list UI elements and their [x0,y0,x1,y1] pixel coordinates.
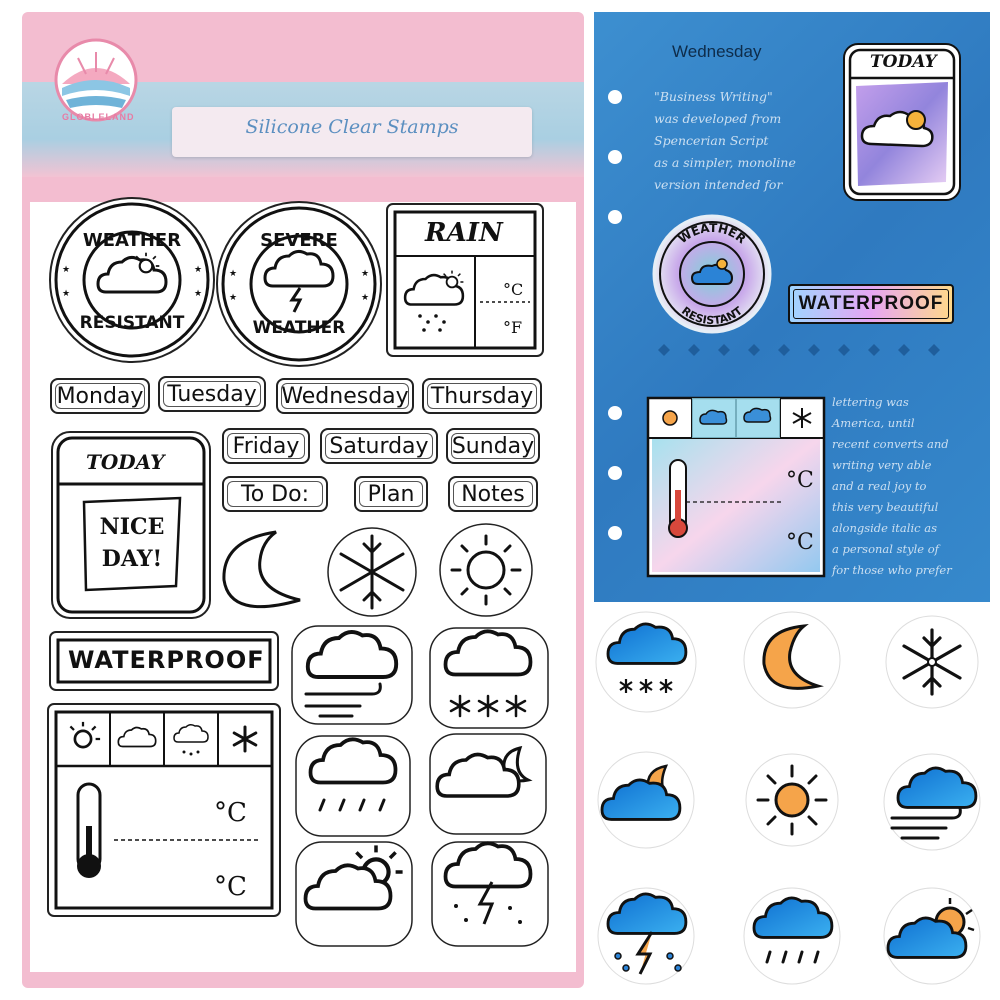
script-line: Spencerian Script [654,133,769,148]
script-line: version intended for [654,177,783,192]
word-stamp-label: Wednesday [281,383,409,409]
script-line: for those who prefer [832,563,952,577]
svg-text:★: ★ [62,288,71,298]
journal-unit-top: °C [786,468,814,493]
rain-unit-c: °C [503,280,524,299]
sticker-cloud-moon [598,752,694,848]
windy-cloud-stamp [292,626,412,724]
today-card-line1: NICE [99,514,165,540]
script-line: America, until [832,416,915,430]
word-stamp-label: Monday [56,383,144,409]
svg-text:RESISTANT [679,304,745,327]
svg-text:★: ★ [229,268,238,278]
rain-unit-f: °F [503,318,523,337]
script-line: was developed from [654,111,782,126]
word-stamp-label: Friday [232,433,300,459]
cloud-moon-stamp [430,734,546,834]
word-stamp-wednesday [276,378,414,414]
script-line: a personal style of [832,542,939,556]
sun-stamp [440,524,532,616]
today-card-title: TODAY [86,450,165,474]
brand-name: GLOBLELAND [62,112,135,122]
sticker-storm-cloud [598,888,694,984]
sun-cloud-stamp [296,842,412,946]
script-line: lettering was [832,395,909,409]
journal-seal-top: WEATHER [675,220,749,247]
seal-weather-top: WEATHER [82,230,182,251]
word-stamp-label: Sunday [451,433,535,459]
waterproof-stamp-label: WATERPROOF [68,646,265,674]
word-stamp-label: Plan [367,481,415,507]
word-stamp-sunday [446,428,540,464]
word-stamp-label: Saturday [329,433,429,459]
word-stamp-label: Tuesday [167,381,257,407]
moon-stamp [224,532,300,607]
sticker-snow-cloud [596,612,696,712]
sticker-sun-cloud [884,888,980,984]
svg-text:★: ★ [194,264,203,274]
today-card-line2: DAY! [101,546,163,572]
svg-text:★: ★ [194,288,203,298]
script-line: "Business Writing" [654,89,773,104]
word-stamp-monday [50,378,150,414]
journal-waterproof-text: WATERPROOF [798,293,944,314]
panel-unit-top: °C [214,798,247,828]
word-stamp-friday [222,428,310,464]
script-line: recent converts and [832,437,949,451]
severe-weather-seal [217,202,381,366]
sticker-moon [744,612,840,708]
word-stamp-plan [354,476,428,512]
seal-severe-bottom: WEATHER [252,318,346,338]
word-stamp-label: Notes [461,481,525,507]
word-stamp-tuesday [158,376,266,412]
storm-cloud-stamp [432,842,548,946]
word-stamp-todo [222,476,328,512]
word-stamp-saturday [320,428,438,464]
word-stamp-thursday [422,378,542,414]
svg-text:WEATHER [676,221,749,247]
svg-text:★: ★ [361,268,370,278]
script-line: this very beautiful [832,500,939,514]
svg-text:★: ★ [361,292,370,302]
colored-stickers [594,610,990,990]
journal-today-title: TODAY [870,52,937,72]
sticker-rain-cloud [744,888,840,984]
rain-cloud-stamp [296,736,410,836]
sticker-windy-cloud [884,754,980,850]
rain-card-title: RAIN [425,218,503,248]
snow-cloud-stamp [430,628,548,728]
word-stamp-label: Thursday [430,383,534,409]
svg-text:★: ★ [229,292,238,302]
weather-resistant-seal [50,198,214,362]
word-stamp-label: To Do: [241,481,309,507]
svg-text:★: ★ [62,264,71,274]
script-line: and a real joy to [832,479,927,493]
journal-unit-bottom: °C [786,530,814,555]
snowflake-stamp [328,528,416,616]
product-title: Silicone Clear Stamps [245,116,459,138]
word-stamp-notes [448,476,538,512]
seal-severe-top: SEVERE [260,230,338,251]
journal-seal-bottom: RESISTANT [679,304,745,328]
journal-day-heading: Wednesday [672,42,762,61]
journal-seal-text-layer [594,12,990,602]
script-line: as a simpler, monoline [654,155,796,170]
script-line: alongside italic as [832,521,937,535]
sticker-sun [746,754,838,846]
script-line: writing very able [832,458,932,472]
panel-unit-bottom: °C [214,872,247,902]
sticker-snowflake [886,616,978,708]
seal-weather-bottom: RESISTANT [79,313,185,333]
